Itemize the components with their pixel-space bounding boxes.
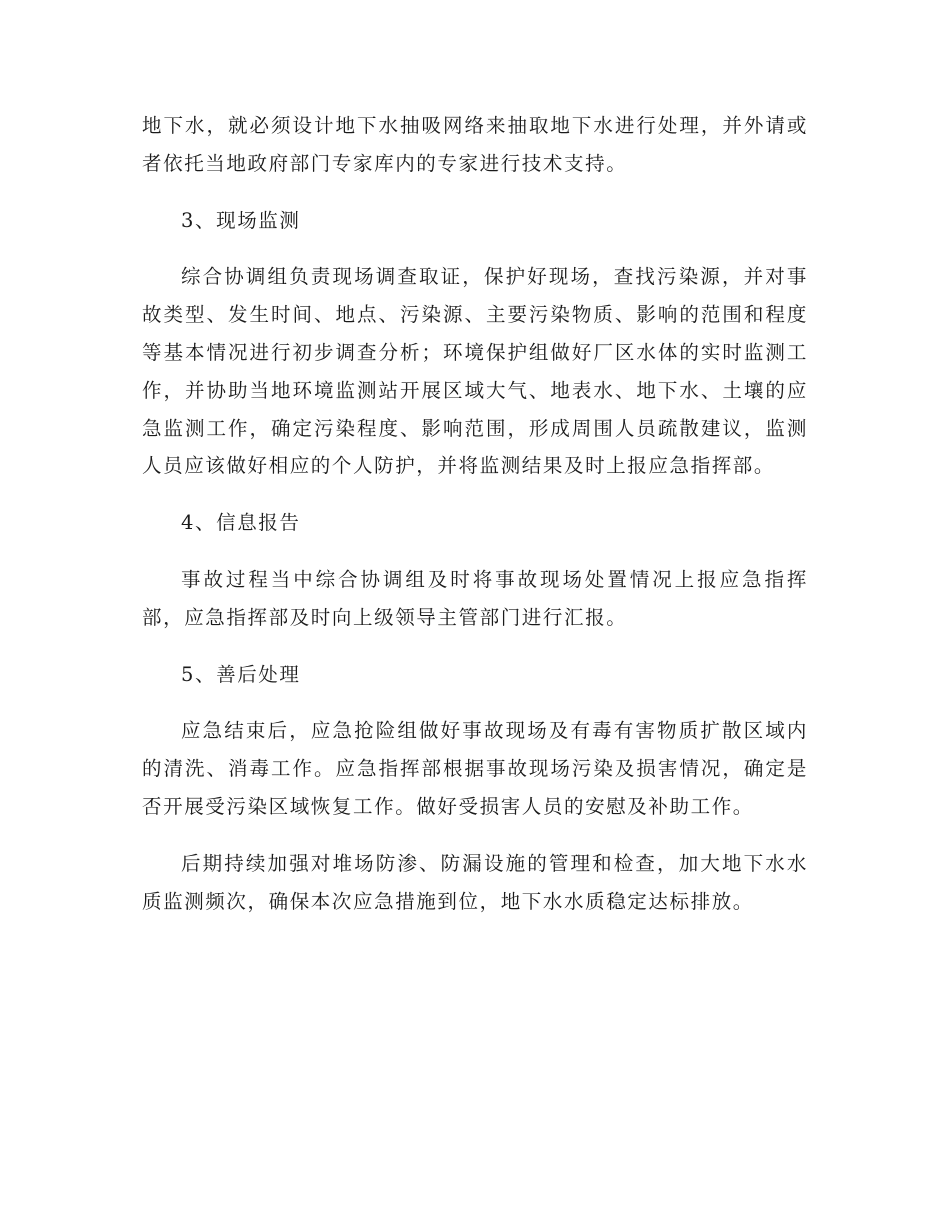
paragraph-follow-up: 后期持续加强对堆场防渗、防漏设施的管理和检查，加大地下水水质监测频次，确保本次应急措施到位，地下水水质稳定达标排放。 [142,851,808,913]
paragraph-site-monitoring: 综合协调组负责现场调查取证，保护好现场，查找污染源，并对事故类型、发生时间、地点、污染源、主要污染物质、影响的范围和程度等基本情况进行初步调查分析；环境保护组做好厂区水体的实时监测工作，并协助当地环境监测站开展区域大气、地表水、地下水、土壤的应急监测工作，确定污染程度、影响范围，形成周围人员疏散建议，监测人员应该做好相应的个人防护，并将监测结果及时上报应急指挥部。 [142,265,808,478]
section-heading-aftermath: 5、善后处理 [181,662,301,686]
paragraph-aftermath: 应急结束后，应急抢险组做好事故现场及有毒有害物质扩散区域内的清洗、消毒工作。应急指挥部根据事故现场污染及损害情况，确定是否开展受污染区域恢复工作。做好受损害人员的安慰及补助工作。 [142,719,808,818]
document-page [142,107,808,939]
section-heading-information-report: 4、信息报告 [181,511,301,535]
section-heading-site-monitoring: 3、现场监测 [181,208,301,232]
paragraph-continued: 地下水，就必须设计地下水抽吸网络来抽取地下水进行处理，并外请或者依托当地政府部门专家库内的专家进行技术支持。 [142,114,808,175]
paragraph-information-report: 事故过程当中综合协调组及时将事故现场处置情况上报应急指挥部，应急指挥部及时向上级领导主管部门进行汇报。 [142,567,808,629]
